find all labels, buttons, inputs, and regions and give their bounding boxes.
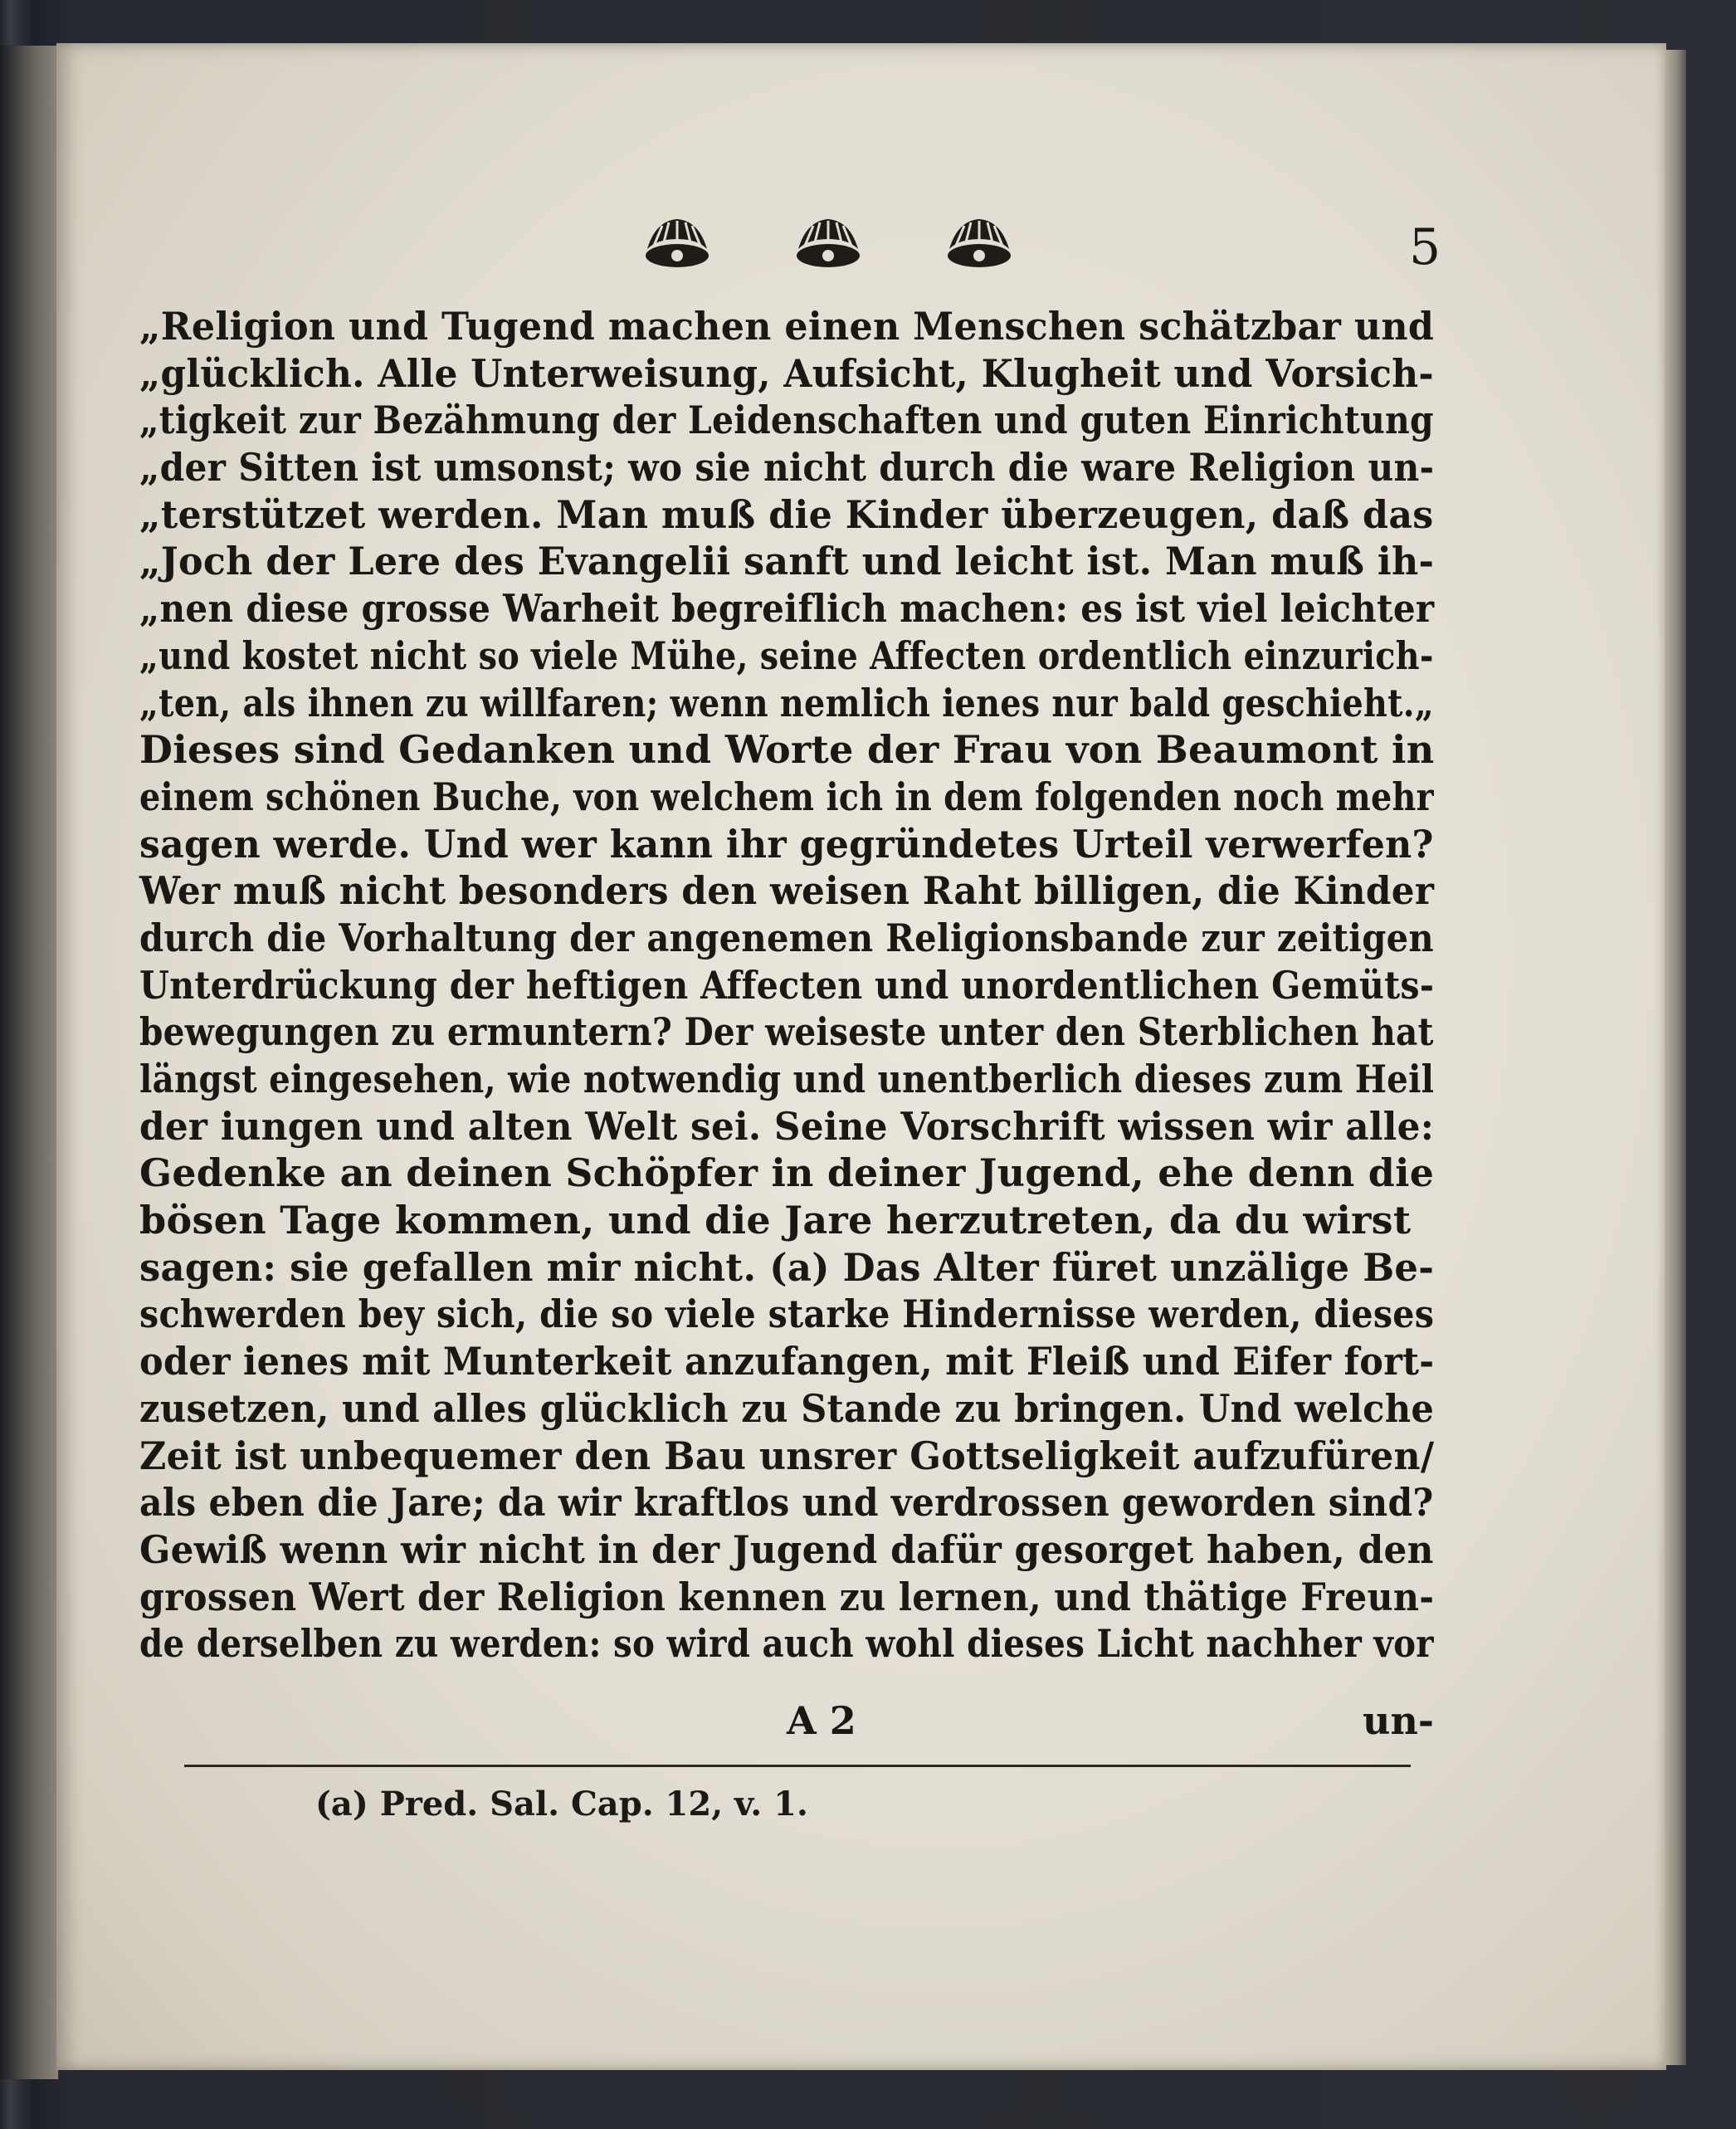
text-line: Wer muß nicht besonders den weisen Raht billigen, die Kinder [139,868,1435,914]
text-line: „Religion und Tugend machen einen Menschen schätzbar und [139,304,1435,349]
text-line: „und kostet nicht so viele Mühe, seine Affecten ordentlich einzurich- [139,632,1434,678]
text-line: Dieses sind Gedanken und Worte der Frau von Beaumont in [139,727,1435,773]
text-line: Gedenke an deinen Schöpfer in deiner Jugend, ehe denn die [139,1150,1435,1196]
text-line: „ten, als ihnen zu willfaren; wenn nemlich ienes nur bald geschieht.„ [139,680,1434,725]
text-line: der iungen und alten Welt sei. Seine Vorschrift wissen wir alle: [139,1103,1435,1149]
footnote-rule [184,1765,1411,1767]
text-line: „glücklich. Alle Unterweisung, Aufsicht, Klugheit und Vorsich- [139,350,1434,396]
text-line: „terstützet werden. Man muß die Kinder überzeugen, daß das [139,491,1434,537]
text-line: „nen diese grosse Warheit begreiflich machen: es ist viel leichter [139,586,1435,632]
text-line: „Joch der Lere des Evangelii sanft und leicht ist. Man muß ih- [139,539,1435,584]
text-line: bösen Tage kommen, und die Jare herzutreten, da du wirst [139,1198,1412,1243]
text-line: oder ienes mit Munterkeit anzufangen, mit Fleiß und Eifer fort- [139,1339,1435,1384]
signature-mark: A 2 [787,1698,856,1743]
page-fore-edge [1665,50,1686,2065]
text-line: „tigkeit zur Bezähmung der Leidenschaften und guten Einrichtung [139,398,1434,443]
catchword: un- [1363,1698,1434,1743]
text-line: als eben die Jare; da wir kraftlos und verdrossen geworden sind? [139,1480,1434,1526]
fleuron-ornament-icon [790,214,866,272]
text-line: de derselben zu werden: so wird auch wohl dieses Licht nachher vor [139,1621,1434,1667]
signature-row [139,1698,1434,1745]
text-line: durch die Vorhaltung der angenemen Religionsbande zur zeitigen [139,915,1434,960]
fleuron-ornament-icon [639,214,715,272]
text-line: grossen Wert der Religion kennen zu lernen, und thätige Freun- [139,1574,1435,1619]
text-line: schwerden bey sich, die so viele starke Hindernisse werden, dieses [139,1292,1435,1337]
text-line: einem schönen Buche, von welchem ich in dem folgenden noch mehr [139,774,1434,819]
body-text [139,303,1434,1668]
text-line: sagen: sie gefallen mir nicht. (a) Das Alter füret unzälige Be- [139,1244,1435,1290]
text-line: „der Sitten ist umsonst; wo sie nicht durch die ware Religion un- [139,445,1435,491]
previous-page-edge [0,46,59,2079]
text-line: zusetzen, und alles glücklich zu Stande zu bringen. Und welche [139,1385,1435,1431]
text-line: Zeit ist unbequemer den Bau unsrer Gottseligkeit aufzufüren/ [139,1433,1435,1478]
text-line: Unterdrückung der heftigen Affecten und unordentlichen Gemüts- [139,962,1435,1008]
fleuron-ornament-icon [941,214,1017,272]
text-line: sagen werde. Und wer kann ihr gegründetes Urteil verwerfen? [139,821,1434,867]
text-line: bewegungen zu ermuntern? Der weiseste unter den Sterblichen hat [139,1009,1434,1055]
page-number: 5 [1409,218,1441,276]
page-header [0,214,1736,289]
text-line: Gewiß wenn wir nicht in der Jugend dafür gesorget haben, den [139,1526,1434,1572]
footnote: (a) Pred. Sal. Cap. 12, v. 1. [315,1785,808,1824]
text-line: längst eingesehen, wie notwendig und unentberlich dieses zum Heil [139,1057,1435,1101]
